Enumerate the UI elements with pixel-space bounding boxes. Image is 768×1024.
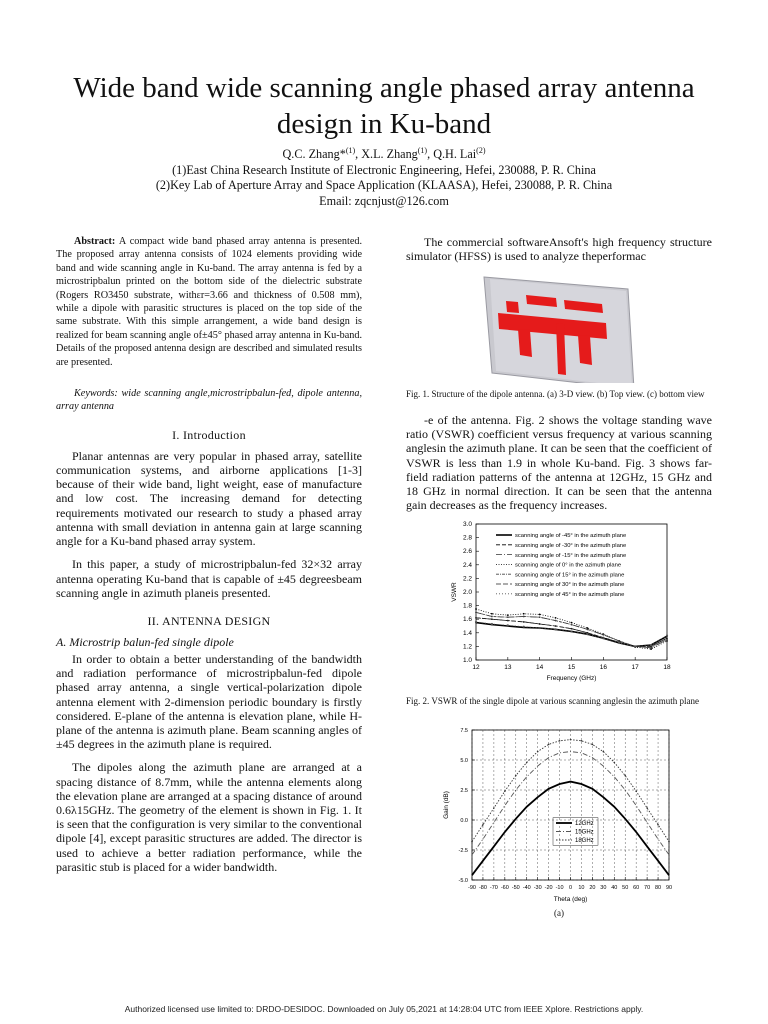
data-point — [475, 612, 477, 614]
data-point — [554, 629, 556, 631]
legend-entry: scanning angle of 15° in the azimuth plane — [515, 572, 625, 579]
data-point — [571, 628, 573, 630]
x-axis-label: Theta (deg) — [553, 895, 588, 903]
intro-paragraph-2: In this paper, a study of microstripbalun-fed 32×32 array antenna operating Ku-band that is capable of ±45 degreesbeam scanning angle in azimuth planeis presented. — [56, 557, 362, 600]
data-point — [491, 623, 493, 625]
data-point — [602, 637, 604, 639]
legend-entry: 12GHz — [575, 821, 594, 828]
fig2-vswr-chart — [406, 518, 712, 688]
data-point — [475, 621, 477, 623]
y-axis-label: VSWR — [451, 582, 458, 603]
x-tick-label: 40 — [611, 884, 618, 891]
data-point — [548, 743, 550, 745]
y-tick-label: 1.8 — [462, 602, 472, 610]
data-point — [592, 743, 594, 745]
x-tick-label: 60 — [633, 884, 640, 891]
data-point — [475, 608, 477, 610]
left-column — [56, 235, 362, 883]
data-point — [507, 615, 509, 617]
data-point — [657, 824, 659, 826]
x-tick-label: 80 — [654, 884, 662, 891]
data-point — [491, 619, 493, 621]
y-tick-label: 1.0 — [462, 657, 472, 665]
right-paragraph-2: -e of the antenna. Fig. 2 shows the voltage standing wave ratio (VSWR) coefficient versus frequency at various scanning anglesin the azimuth plane. It can be seen that the coefficient of VSWR is less than 1.9 in whole Ku-band. Fig. 3 shows far-field radiation patterns of the antenna at 12GHz, 15 GHz and 18 GHz in normal direction. It can be seen that the antenna gain decreases as the frequency increases. — [406, 412, 712, 513]
x-tick-label: -40 — [522, 884, 531, 891]
x-tick-label: 20 — [589, 884, 596, 891]
data-point — [507, 620, 509, 622]
data-point — [587, 629, 589, 631]
intro-paragraph-1: Planar antennas are very popular in phased array, satellite communication systems, and airborne applications [1-3] because of their wide band, light weight, ease of manufacture and low cost. The increasing demand for detecting requirements motivated our research to study a phased array antenna with small deviation in antenna gain at large scanning angle for a Ku-band phased array system. — [56, 448, 362, 549]
x-tick-label: 30 — [600, 884, 607, 891]
y-tick-label: 7.5 — [460, 727, 468, 734]
keywords: Keywords: wide scanning angle,microstripbalun-fed, dipole antenna, array antenna — [56, 388, 362, 413]
data-point — [603, 634, 605, 636]
y-tick-label: 1.2 — [462, 643, 472, 651]
section-heading-introduction: I. Introduction — [172, 427, 246, 442]
y-tick-label: 5.0 — [460, 757, 468, 764]
x-tick-label: 12 — [472, 664, 480, 672]
data-point — [482, 824, 484, 826]
y-tick-label: 2.5 — [460, 787, 468, 794]
data-point — [586, 633, 588, 635]
data-point — [635, 790, 637, 792]
data-point — [634, 646, 636, 648]
data-point — [491, 613, 493, 615]
affiliation-2: (2)Key Lab of Aperture Array and Space Application (KLAASA), Hefei, 230088, P. R. China — [155, 178, 613, 193]
legend-entry: scanning angle of -30° in the azimuth plane — [515, 543, 627, 550]
legend-entry: scanning angle of -15° in the azimuth plane — [515, 553, 627, 560]
right-column — [406, 235, 712, 918]
y-tick-label: -2.5 — [458, 847, 468, 854]
data-point — [523, 621, 525, 623]
data-point — [539, 623, 541, 625]
data-point — [523, 613, 525, 615]
legend-entry: scanning angle of 0° in the azimuth plane — [515, 562, 622, 569]
fig3-gain-chart — [406, 724, 712, 904]
data-point — [515, 775, 517, 777]
abstract-label: Abstract: — [74, 236, 116, 247]
subsection-heading: A. Microstrip balun-fed single dipole — [56, 634, 234, 649]
y-tick-label: 1.4 — [462, 630, 472, 638]
y-tick-label: -5.0 — [458, 877, 468, 884]
series-line — [476, 613, 667, 648]
data-point — [618, 642, 620, 644]
legend-entry: 18GHz — [575, 838, 594, 845]
data-point — [666, 635, 668, 637]
data-point — [555, 620, 557, 622]
x-tick-label: 17 — [631, 664, 639, 672]
y-tick-label: 2.2 — [462, 575, 472, 583]
data-point — [539, 627, 541, 629]
fig1-caption: Fig. 1. Structure of the dipole antenna. (a) 3-D view. (b) Top view. (c) bottom view — [406, 389, 705, 400]
y-tick-label: 1.6 — [462, 616, 472, 624]
abstract-text: A compact wide band phased array antenna is presented. The proposed array antenna consists of 1024 elements providing wide band and wide scanning angle in Ku-band. The array antenna is fed by a microstripbalun printed on the bottom side of the dielectric substrate (Rogers RO3450 substrate, withεr=3.66 and thickness of 0.508 mm), while a dipole with parasitic structures is placed on the top side of the same substrate. With this simple arrangement, a wide band design is realized for beam scanning angle of±45° phased array antenna in Ku-band. Details of the proposed antenna design are described and simulated results are presented. — [56, 236, 363, 368]
x-tick-label: 14 — [536, 664, 544, 672]
data-point — [571, 624, 573, 626]
affiliation-1: (1)East China Research Institute of Electronic Engineering, Hefei, 230088, P. R. China — [172, 162, 596, 177]
right-paragraph-1: The commercial softwareAnsoft's high frequency structure simulator (HFSS) is used to analyze theperformac — [406, 235, 712, 264]
fig3-subfigure-label: (a) — [554, 907, 564, 918]
footer-license: Authorized licensed use limited to: DRDO-DESIDOC. Downloaded on July 05,2021 at 14:28:04 UTC from IEEE Xplore. Restrictions apply. — [124, 1004, 644, 1014]
y-tick-label: 2.0 — [462, 589, 472, 597]
y-tick-label: 2.6 — [462, 548, 472, 556]
data-point — [603, 751, 605, 753]
x-tick-label: 18 — [663, 664, 671, 672]
fig1-antenna-structure — [406, 271, 712, 383]
data-point — [539, 614, 541, 616]
series-line — [476, 623, 667, 647]
plot-frame — [472, 730, 669, 880]
fig2-caption: Fig. 2. VSWR of the single dipole at various scanning anglesin the azimuth plane — [406, 696, 700, 707]
data-point — [571, 622, 573, 624]
data-point — [537, 751, 539, 753]
design-paragraph-1: In order to obtain a better understanding of the bandwidth and radiation performance of microstripbalun-fed dipole phased array antenna, a single vertical-polarization dipole antenna element with 2-dimension periodic boundary is firstly considered. E-plane of the antenna is elevation plane, while H-plane of the antenna is azimuth plane. Beam scanning angles of ±45 degrees in the azimuth plane is required. — [56, 651, 362, 752]
data-point — [650, 644, 652, 646]
data-point — [559, 740, 561, 742]
data-point — [507, 625, 509, 627]
x-tick-label: 13 — [504, 664, 512, 672]
legend-entry: scanning angle of 30° in the azimuth plane — [515, 582, 625, 589]
paper-title: Wide band wide scanning angle phased array antenna design in Ku-band — [73, 72, 695, 140]
data-point — [523, 626, 525, 628]
data-point — [526, 761, 528, 763]
data-point — [539, 617, 541, 619]
x-tick-label: -50 — [511, 884, 520, 891]
data-point — [570, 739, 572, 741]
x-tick-label: -60 — [500, 884, 509, 891]
data-point — [555, 626, 557, 628]
y-tick-label: 2.8 — [462, 534, 472, 542]
data-point — [475, 617, 477, 619]
data-point — [471, 841, 473, 843]
x-tick-label: 0 — [568, 884, 573, 891]
x-tick-label: 15 — [567, 664, 576, 672]
data-point — [523, 616, 525, 618]
data-point — [504, 790, 506, 792]
data-point — [570, 631, 572, 633]
data-point — [555, 617, 557, 619]
x-tick-label: 70 — [644, 884, 651, 891]
legend-entry: scanning angle of 45° in the azimuth plane — [515, 592, 625, 599]
y-tick-label: 2.4 — [462, 562, 472, 570]
section-heading-antenna-design: II. ANTENNA DESIGN — [147, 613, 271, 628]
x-tick-label: 90 — [665, 884, 673, 891]
design-paragraph-2: The dipoles along the azimuth plane are arranged at a spacing distance of 8.7mm, while the antenna elements along the elevation plane are arranged at a spacing distance of around 0.6λ15GHz. The geometry of the element is shown in Fig. 1. It is seen that the configuration is very similar to the conventional dipole [4], except parasitic structures are added. The director is used to achieve a better radiation performance, while the parasitic stub is placed for a wider bandwidth. — [56, 760, 362, 874]
y-axis-label: Gain (dB) — [443, 790, 450, 819]
y-tick-label: 0.0 — [460, 817, 468, 824]
author-email: Email: zqcnjust@126.com — [319, 193, 449, 208]
data-point — [507, 617, 509, 619]
abstract — [56, 235, 362, 369]
parasitic-patch — [506, 301, 519, 313]
data-point — [624, 775, 626, 777]
x-tick-label: -10 — [555, 884, 564, 891]
x-tick-label: 16 — [599, 664, 607, 672]
data-point — [581, 740, 583, 742]
data-point — [613, 761, 615, 763]
series-line — [476, 613, 667, 648]
x-axis-label: Frequency (GHz) — [546, 675, 597, 683]
data-point — [668, 841, 670, 843]
author-block — [40, 143, 728, 209]
x-tick-label: -30 — [533, 884, 542, 891]
parasitic-stub-right — [578, 335, 592, 365]
data-point — [493, 807, 495, 809]
legend-entry: scanning angle of -45° in the azimuth plane — [515, 533, 627, 540]
x-tick-label: -70 — [489, 884, 498, 891]
x-tick-label: -20 — [544, 884, 553, 891]
author-names: Q.C. Zhang*$^{(1)}$, X.L. Zhang$^{(1)}$, Q.H. Lai$^{(2)}$ — [282, 146, 486, 162]
data-point — [666, 638, 668, 640]
x-tick-label: -80 — [478, 884, 487, 891]
x-tick-label: 50 — [622, 884, 629, 891]
parasitic-stub-left — [518, 329, 532, 357]
data-point — [491, 616, 493, 618]
legend-entry: 15GHz — [575, 829, 594, 836]
data-point — [646, 807, 648, 809]
x-tick-label: 10 — [578, 884, 585, 891]
y-tick-label: 3.0 — [462, 521, 472, 529]
x-tick-label: -90 — [468, 884, 476, 891]
